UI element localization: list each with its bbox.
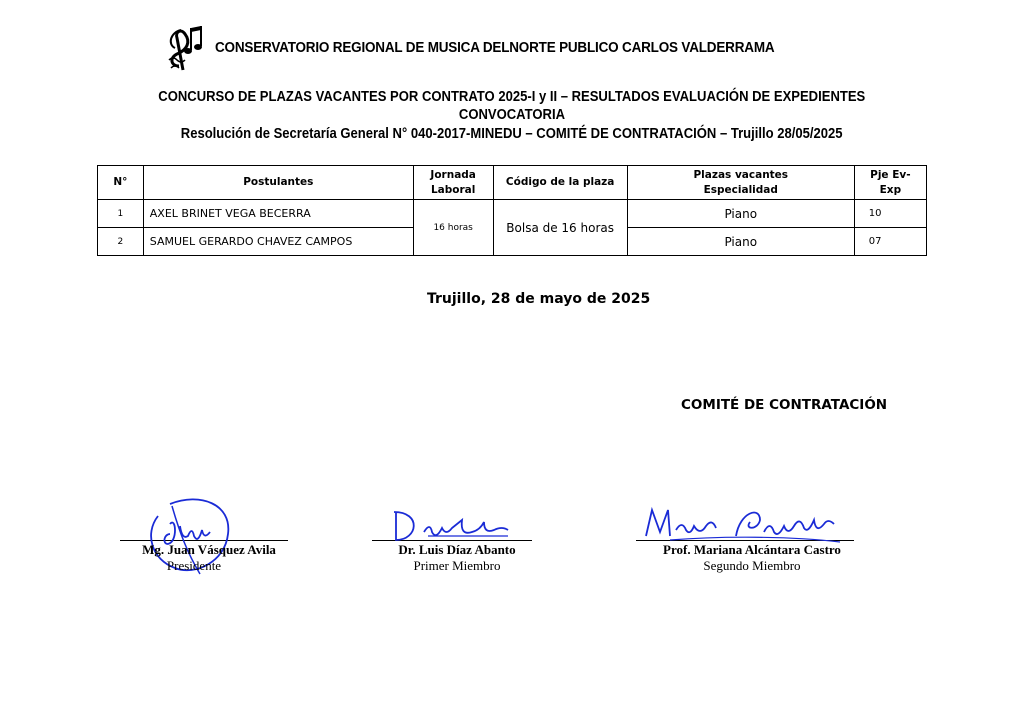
col-header-applicants: Postulantes	[143, 166, 413, 200]
col-header-score: Pje Ev- Exp	[854, 166, 926, 200]
signatory-name: Dr. Luis Díaz Abanto	[398, 542, 516, 557]
workday-cell: 16 horas	[413, 200, 493, 256]
position-code-cell: Bolsa de 16 horas	[493, 200, 627, 256]
table-header-row	[98, 166, 927, 200]
signatory-role: Primer Miembro	[413, 558, 501, 573]
row-number: 2	[98, 228, 144, 256]
applicant-name: AXEL BRINET VEGA BECERRA	[143, 200, 413, 228]
contest-title: CONCURSO DE PLAZAS VACANTES POR CONTRATO 2025-I y II – RESULTADOS EVALUACIÓN DE EXPEDIENTES	[158, 89, 866, 105]
handwritten-signature-first-member	[388, 506, 518, 546]
results-table	[97, 165, 927, 256]
signatory-name: Prof. Mariana Alcántara Castro	[663, 542, 841, 557]
table-row	[98, 200, 927, 228]
music-notes-logo-icon	[165, 20, 205, 72]
convocatoria-label: CONVOCATORIA	[458, 107, 566, 123]
signatory-role: Presidente	[166, 558, 222, 573]
signatory-name: Mg. Juan Vásquez Avila	[142, 542, 276, 557]
institution-title: CONSERVATORIO REGIONAL DE MUSICA DELNORTE PUBLICO CARLOS VALDERRAMA	[215, 40, 775, 56]
col-header-position-code: Código de la plaza	[493, 166, 627, 200]
committee-title: COMITÉ DE CONTRATACIÓN	[681, 397, 888, 413]
place-and-date: Trujillo, 28 de mayo de 2025	[427, 291, 651, 307]
col-header-specialty: Plazas vacantes Especialidad	[627, 166, 854, 200]
row-number: 1	[98, 200, 144, 228]
signatory-role: Segundo Miembro	[703, 558, 801, 573]
applicant-name: SAMUEL GERARDO CHAVEZ CAMPOS	[143, 228, 413, 256]
score-cell: 10	[854, 200, 926, 228]
specialty-cell: Piano	[627, 200, 854, 228]
resolution-line: Resolución de Secretaría General N° 040-2017-MINEDU – COMITÉ DE CONTRATACIÓN – Trujillo 28/05/2025	[181, 126, 843, 142]
specialty-cell: Piano	[627, 228, 854, 256]
score-cell: 07	[854, 228, 926, 256]
col-header-number: N°	[98, 166, 144, 200]
col-header-workday: Jornada Laboral	[413, 166, 493, 200]
